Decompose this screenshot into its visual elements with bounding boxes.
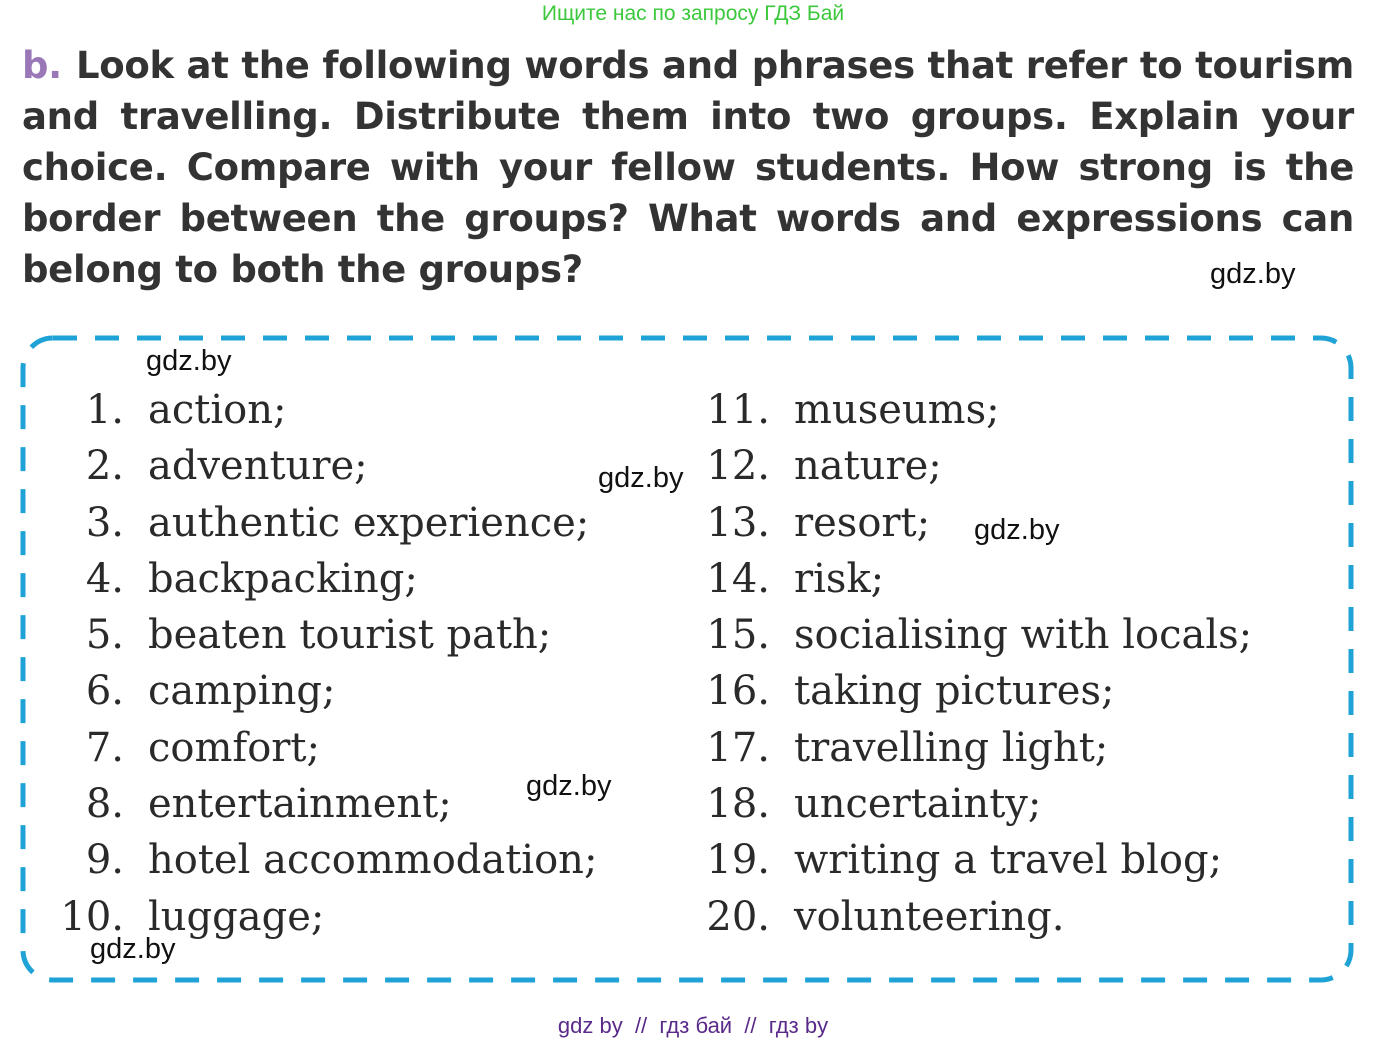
item-number: 16. bbox=[706, 668, 770, 715]
list-item bbox=[706, 665, 1252, 721]
item-text: camping; bbox=[148, 668, 336, 715]
item-text: authentic experience; bbox=[148, 499, 590, 546]
list-item bbox=[706, 834, 1252, 890]
item-number: 9. bbox=[85, 837, 124, 884]
list-item bbox=[706, 384, 1252, 440]
watermark: gdz.by bbox=[90, 933, 176, 965]
item-number: 14. bbox=[706, 555, 770, 602]
list-item bbox=[85, 497, 597, 553]
item-number: 15. bbox=[706, 612, 770, 659]
watermark: gdz.by bbox=[146, 345, 232, 377]
item-number: 5. bbox=[85, 612, 124, 659]
item-number: 1. bbox=[85, 387, 124, 433]
item-text: nature; bbox=[794, 443, 942, 490]
item-number: 19. bbox=[706, 837, 770, 884]
list-item bbox=[85, 665, 597, 721]
list-item bbox=[706, 891, 1252, 947]
item-number: 2. bbox=[85, 443, 124, 490]
item-number: 4. bbox=[85, 555, 124, 602]
list-item bbox=[706, 440, 1252, 496]
list-item bbox=[85, 384, 597, 440]
item-text: museums; bbox=[794, 387, 1000, 433]
item-text: entertainment; bbox=[148, 781, 452, 828]
item-text: comfort; bbox=[148, 724, 320, 771]
item-number: 10. bbox=[60, 893, 124, 940]
item-text: adventure; bbox=[148, 443, 368, 490]
item-number: 11. bbox=[706, 387, 770, 433]
item-text: backpacking; bbox=[148, 555, 418, 602]
list-item bbox=[85, 553, 597, 609]
item-number: 20. bbox=[706, 893, 770, 940]
item-text: action; bbox=[148, 387, 287, 433]
item-text: hotel accommodation; bbox=[148, 837, 598, 884]
watermark: gdz.by bbox=[526, 770, 612, 802]
footer-links: gdz by // гдз бай // гдз by bbox=[557, 1013, 829, 1038]
item-number: 6. bbox=[85, 668, 124, 715]
list-item bbox=[85, 834, 598, 890]
list-item bbox=[85, 440, 597, 496]
list-item bbox=[706, 553, 1252, 609]
list-item bbox=[85, 778, 597, 834]
item-text: volunteering. bbox=[794, 893, 1065, 940]
item-text: risk; bbox=[794, 555, 885, 602]
item-number: 13. bbox=[706, 499, 770, 546]
item-number: 12. bbox=[706, 443, 770, 490]
task-instructions bbox=[22, 40, 1354, 295]
list-item bbox=[706, 497, 1252, 553]
list-item bbox=[85, 722, 597, 778]
word-list-left bbox=[60, 384, 598, 947]
item-number: 8. bbox=[85, 781, 124, 828]
item-number: 7. bbox=[85, 724, 124, 771]
item-text: writing a travel blog; bbox=[794, 837, 1223, 884]
item-text: uncertainty; bbox=[794, 781, 1042, 828]
item-text: beaten tourist path; bbox=[148, 612, 552, 659]
item-number: 3. bbox=[85, 499, 124, 546]
item-text: resort; bbox=[794, 499, 931, 546]
list-item bbox=[85, 609, 597, 665]
watermark: gdz.by bbox=[1210, 258, 1296, 290]
word-list-right bbox=[706, 384, 1253, 947]
list-item bbox=[706, 778, 1252, 834]
watermark: gdz.by bbox=[598, 462, 684, 494]
list-item bbox=[706, 609, 1253, 665]
task-letter: b. bbox=[22, 44, 62, 87]
list-item bbox=[60, 891, 597, 947]
item-text: taking pictures; bbox=[794, 668, 1115, 715]
item-text: travelling light; bbox=[794, 724, 1109, 771]
item-number: 17. bbox=[706, 724, 770, 771]
item-text: socialising with locals; bbox=[794, 612, 1253, 659]
watermark: gdz.by bbox=[974, 514, 1060, 546]
list-item bbox=[706, 722, 1252, 778]
top-banner: Ищите нас по запросу ГДЗ Бай bbox=[541, 2, 845, 25]
task-text: Look at the following words and phrases that refer to tourism and travelling. Distribute them into two groups. Explain your choice. Compare with your fellow students. How strong is the border between the groups? What words and expressions can belong to both the groups? bbox=[22, 44, 1354, 291]
item-text: luggage; bbox=[148, 893, 325, 940]
item-number: 18. bbox=[706, 781, 770, 828]
